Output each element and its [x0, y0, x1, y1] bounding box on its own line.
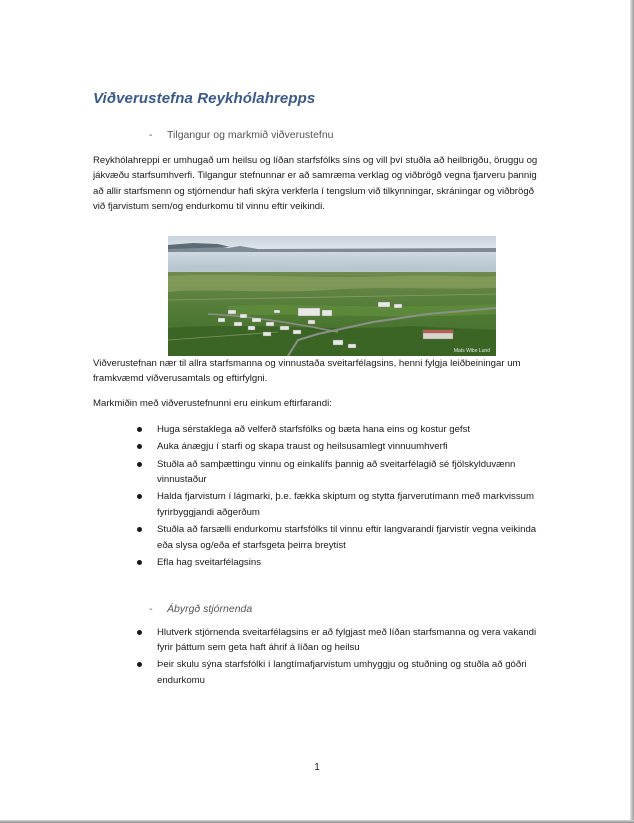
intro-paragraph: Reykhólahreppi er umhugað um heilsu og líðan starfsfólks síns og vill því stuðla að heilbrigðu, öruggu og jákvæðu starfsumhverfi. Tilgangur stefnunnar er að samræma verklag og viðbrögð vegna fjarveru þannig að allir starfsmenn og stjórnendur hafi skýra verkferla í tengslum við tilkynningar, skráningar og viðbrögð við fjarvistum sem/og endurkomu til vinnu eftir veikindi.	[93, 155, 538, 213]
list-item: Huga sérstaklega að velferð starfsfólks og bæta hana eins og kostur gefst	[137, 422, 543, 437]
bullet-icon	[137, 444, 142, 449]
bullet-icon	[137, 630, 142, 635]
list-item: Stuðla að farsælli endurkomu starfsfólks til vinnu eftir langvarandi fjarvistir vegna veikinda eða slysa og/eða ef starfsgeta þeirra breytist	[137, 522, 543, 553]
document-title: Viðverustefna Reykhólahrepps	[93, 90, 316, 107]
goals-list	[93, 422, 543, 571]
list-item: Þeir skulu sýna starfsfólki í langtímafjarvistum umhyggju og stuðning og stuðla að góðri endurkomu	[137, 657, 543, 688]
list-item: Efla hag sveitarfélagsins	[137, 555, 543, 570]
aerial-photo-reykholar	[168, 236, 496, 356]
heading-dash: -	[149, 602, 153, 615]
bullet-icon	[137, 427, 142, 432]
list-item: Hlutverk stjórnenda sveitarfélagsins er að fylgjast með líðan starfsmanna og vera vakandi fyrir þáttum sem geta haft áhrif á líðan og heilsu	[137, 625, 543, 656]
responsibilities-list	[93, 625, 543, 689]
bullet-icon	[137, 662, 142, 667]
document-body	[93, 90, 543, 690]
section-heading-text: Tilgangur og markmið viðverustefnu	[167, 129, 334, 141]
heading-dash: -	[149, 129, 153, 141]
list-item: Stuðla að samþættingu vinnu og einkalífs þannig að sveitarfélagið sé fjölskylduvænn vinnustaður	[137, 457, 543, 488]
section-heading-responsibility	[93, 603, 543, 615]
bullet-icon	[137, 527, 142, 532]
section-heading-purpose	[93, 129, 543, 141]
bullet-icon	[137, 494, 142, 499]
photo-credit: Mats Wibe Lund	[453, 347, 490, 354]
goals-intro: Markmiðin með viðverustefnunni eru einkum eftirfarandi:	[93, 398, 332, 410]
list-item: Halda fjarvistum í lágmarki, þ.e. fækka skiptum og stytta fjarverutímann með markvissum fyrirbyggjandi aðgerðum	[137, 489, 543, 520]
bullet-icon	[137, 560, 142, 565]
list-item: Auka ánægju í starfi og skapa traust og heilsusamlegt vinnuumhverfi	[137, 439, 543, 454]
section-heading-text: Ábyrgð stjórnenda	[167, 602, 253, 615]
page-number: 1	[314, 762, 320, 773]
page-edge-shadow-right	[630, 0, 634, 823]
bullet-icon	[137, 462, 142, 467]
scope-paragraph: Viðverustefnan nær til allra starfsmanna og vinnustaða sveitarfélagsins, henni fylgja leiðbeiningar um framkvæmd viðverusamtals og eftirfylgni.	[93, 357, 521, 385]
